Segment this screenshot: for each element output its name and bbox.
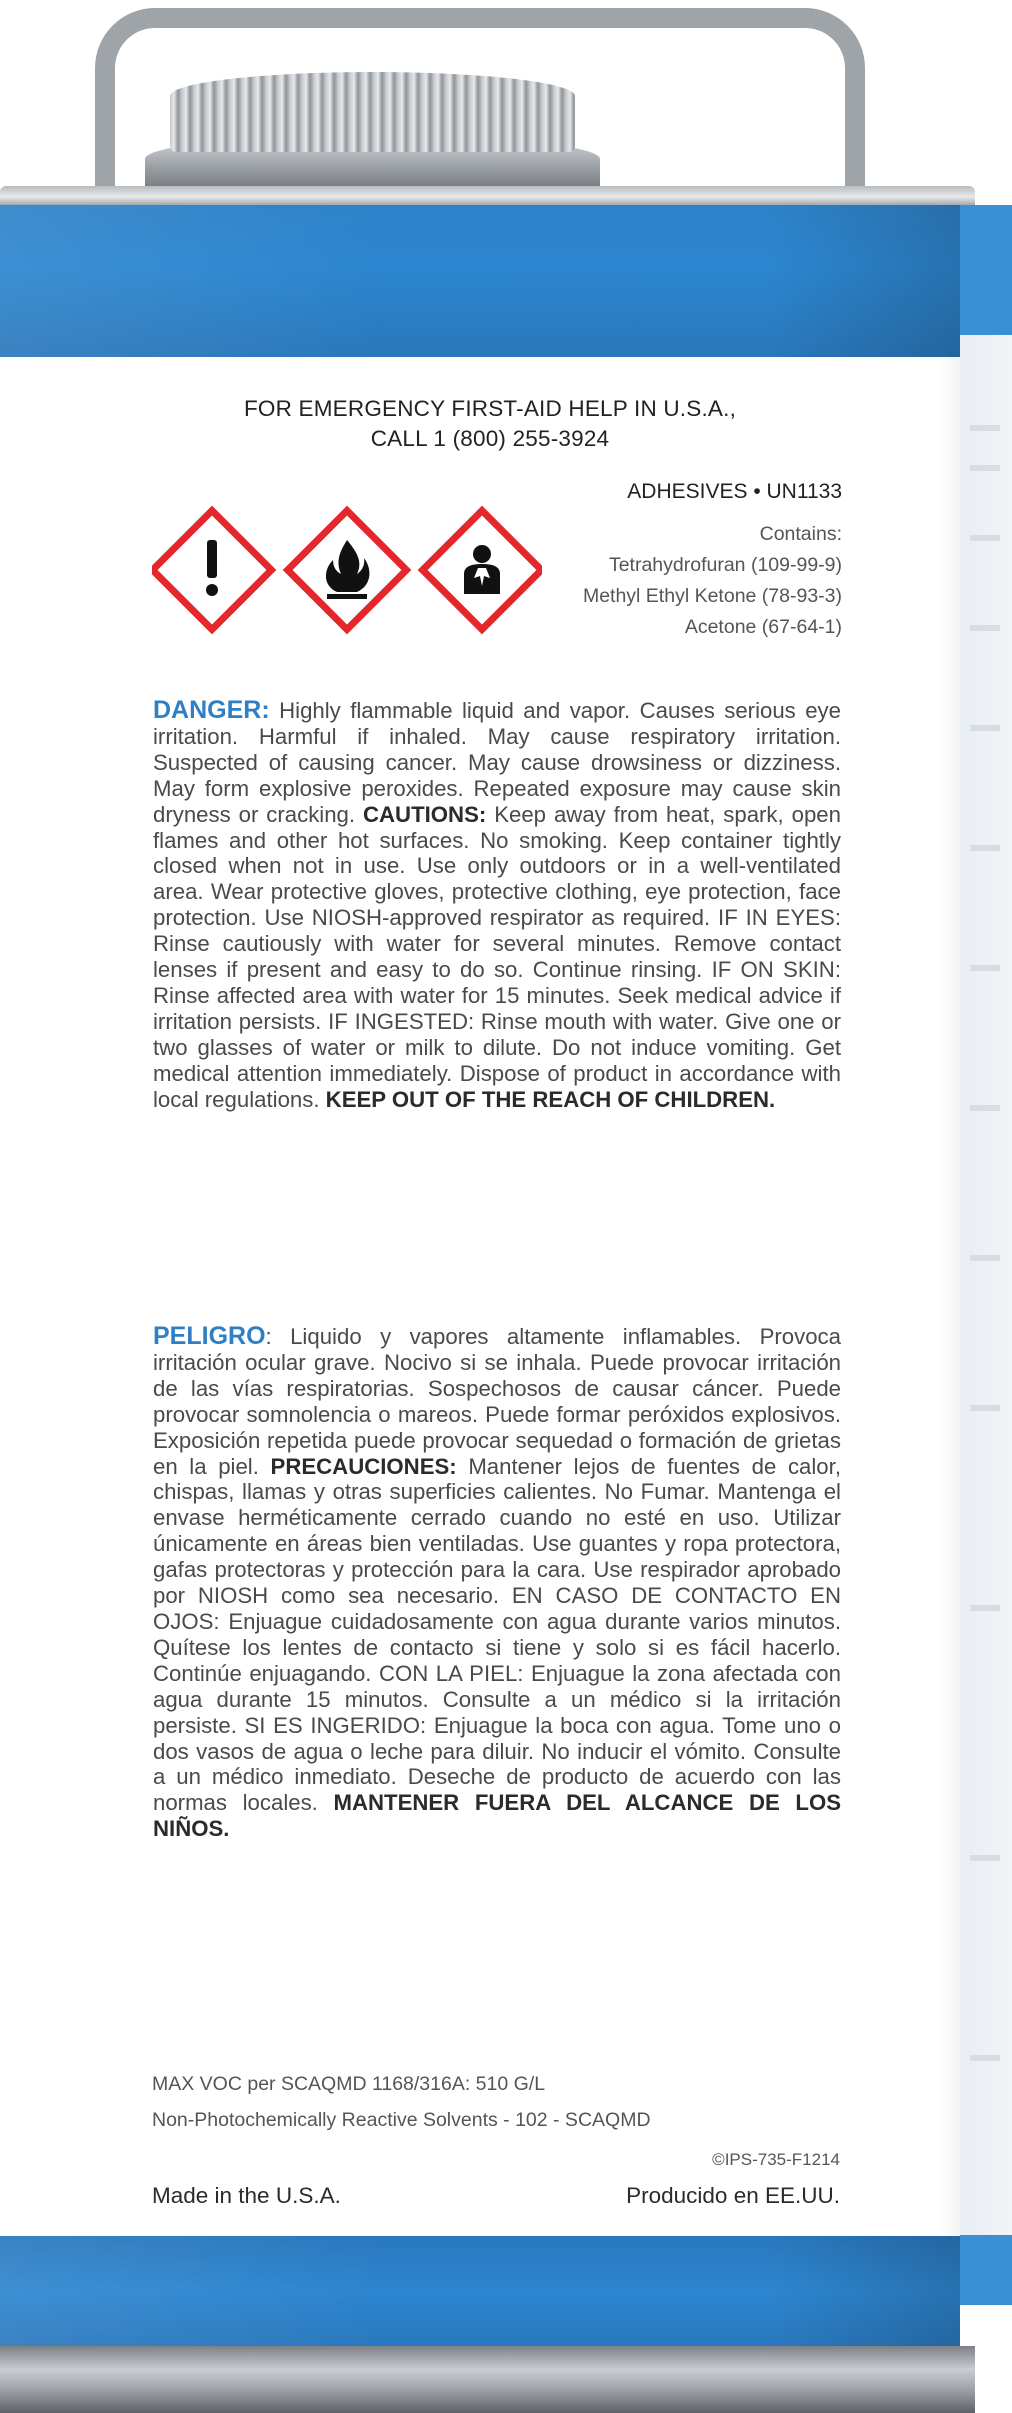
side-text-fragment [970, 465, 1000, 471]
cautions-text: Keep away from heat, spark, open flames and other hot surfaces. No smoking. Keep container tightly closed when not in use. Use only outdoors or in a well-ventilated area. Wear protective gloves, protective clothing, eye protection, face protection. Use NIOSH-approved respirator as required. IF IN EYES: Rinse cautiously with water for several minutes. Remove contact lenses if present and easy to do so. Continue rinsing. IF ON SKIN: Rinse affected area with water for 15 minutes. Seek medical advice if irritation persists. IF INGESTED: Rinse mouth with water. Give one or two glasses of water or milk to dilute. Do not induce vomiting. Get medical attention immediately. Dispose of product in accordance with local regulations. [153, 801, 841, 1112]
side-label-edge [960, 205, 1012, 2305]
voc-line-2: Non-Photochemically Reactive Solvents - 102 - SCAQMD [152, 2109, 651, 2131]
emergency-help-text [150, 394, 830, 454]
side-text-fragment [970, 725, 1000, 731]
emergency-line-2: CALL 1 (800) 255-3924 [370, 426, 610, 451]
health-hazard-icon [423, 511, 542, 630]
precauciones-heading: PRECAUCIONES: [270, 1453, 457, 1479]
voc-line-1: MAX VOC per SCAQMD 1168/316A: 510 G/L [152, 2073, 546, 2095]
side-text-fragment [970, 625, 1000, 631]
peligro-hazards-text: : Liquido y vapores altamente inflamables. Provoca irritación ocular grave. Nocivo si se inhala. Puede provocar irritación de las vías respiratorias. Sospechosos de causar cáncer. Puede provocar somnolencia o mareos. Puede formar peróxidos explosivos. Exposición repetida puede provocar sequedad o formación de grietas en la piel. [153, 1324, 841, 1479]
danger-heading: DANGER: [153, 696, 270, 724]
side-text-fragment [970, 2055, 1000, 2061]
ingredient: Methyl Ethyl Ketone (78-93-3) [582, 585, 842, 607]
danger-statement [153, 698, 841, 1113]
side-text-fragment [970, 1605, 1000, 1611]
side-text-fragment [970, 1105, 1000, 1111]
flame-icon [288, 511, 407, 630]
side-text-fragment [970, 1255, 1000, 1261]
peligro-statement [153, 1324, 841, 1842]
ingredient: Acetone (67-64-1) [684, 616, 842, 638]
producido-en-eeuu: Producido en EE.UU. [626, 2183, 840, 2208]
top-blue-band [0, 205, 960, 357]
cautions-heading: CAUTIONS: [363, 801, 487, 827]
mantener-fuera-warning: MANTENER FUERA DEL ALCANCE DE LOS NIÑOS. [153, 1790, 842, 1842]
ingredient: Tetrahydrofuran (109-99-9) [608, 554, 842, 576]
side-text-fragment [970, 425, 1000, 431]
product-class: ADHESIVES • UN1133 [627, 480, 842, 503]
bottom-blue-band [0, 2236, 960, 2346]
contains-list [520, 519, 842, 643]
precauciones-text: Mantener lejos de fuentes de calor, chispas, llamas y otras superficies calientes. No Fumar. Mantenga el envase herméticamente cerrado cuando no esté en uso. Utilizar únicamente en áreas bien ventiladas. Use guantes y ropa protectora, gafas protectoras y protección para la cara. Use respirador aprobado por NIOSH como sea necesario. EN CASO DE CONTACTO EN OJOS: Enjuague cuidadosamente con agua durante varios minutos. Quítese los lentes de contacto si tiene y solo si es fácil hacerlo. Continúe enjuagando. CON LA PIEL: Enjuague la zona afectada con agua durante 15 minutos. Consulte a un médico si la irritación persiste. SI ES INGERIDO: Enjuague la boca con agua. Tome uno o dos vasos de agua o leche para diluir. No inducir el vómito. Consulte a un médico inmediato. Deseche de producto de acuerdo con las normas locales. [153, 1453, 841, 1816]
copyright-code: ©IPS-735-F1214 [712, 2150, 840, 2169]
ghs-pictograms [152, 505, 542, 635]
side-blue-strip-top [960, 205, 1012, 335]
exclamation-mark-icon [153, 511, 272, 630]
bottom-rim [0, 2346, 975, 2413]
peligro-heading: PELIGRO [153, 1322, 266, 1350]
emergency-line-1: FOR EMERGENCY FIRST-AID HELP IN U.S.A., [243, 396, 737, 421]
screw-cap [170, 72, 575, 152]
keep-out-warning: KEEP OUT OF THE REACH OF CHILDREN. [325, 1086, 776, 1112]
side-blue-strip-bottom [960, 2235, 1012, 2305]
contains-label: Contains: [759, 523, 842, 545]
voc-info [152, 2066, 852, 2138]
danger-hazards-text: Highly flammable liquid and vapor. Causes serious eye irritation. Harmful if inhaled. May cause respiratory irritation. Suspected of causing cancer. May cause drowsiness or dizziness. May form explosive peroxides. Repeated exposure may cause skin dryness or cracking. [153, 698, 841, 827]
side-text-fragment [970, 845, 1000, 851]
side-text-fragment [970, 1855, 1000, 1861]
side-text-fragment [970, 535, 1000, 541]
side-text-fragment [970, 965, 1000, 971]
made-in-usa: Made in the U.S.A. [152, 2183, 341, 2208]
side-text-fragment [970, 1405, 1000, 1411]
